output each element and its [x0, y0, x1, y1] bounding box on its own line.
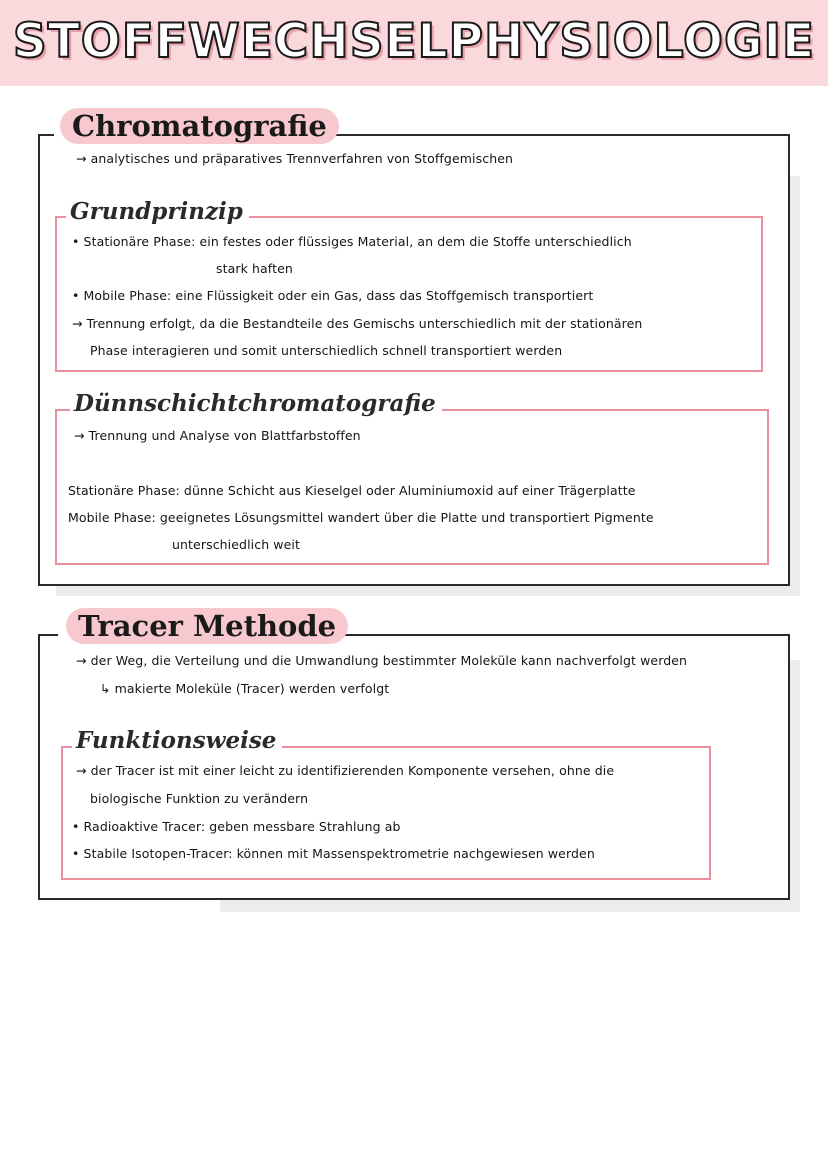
list-item: • Mobile Phase: eine Flüssigkeit oder ein Gas, dass das Stoffgemisch transportiert — [72, 288, 594, 303]
list-item: → Trennung erfolgt, da die Bestandteile des Gemischs unterschiedlich mit der stationären — [72, 316, 643, 331]
list-item: biologische Funktion zu verändern — [90, 791, 309, 806]
title-banner — [0, 0, 828, 86]
list-item: Phase interagieren und somit unterschiedlich schnell transportiert werden — [90, 343, 563, 358]
subsection-heading-grundprinzip: Grundprinzip — [66, 197, 249, 227]
section-intro: → analytisches und präparatives Trennverfahren von Stoffgemischen — [76, 151, 514, 166]
list-item: • Stationäre Phase: ein festes oder flüssiges Material, an dem die Stoffe unterschiedlich — [72, 234, 632, 249]
list-item: → der Tracer ist mit einer leicht zu identifizierenden Komponente versehen, ohne die — [76, 763, 615, 778]
list-item: Stationäre Phase: dünne Schicht aus Kieselgel oder Aluminiumoxid auf einer Trägerplatte — [68, 483, 636, 498]
section-heading-tracer-methode: Tracer Methode — [66, 608, 348, 644]
list-item: → Trennung und Analyse von Blattfarbstoffen — [74, 428, 361, 443]
list-item: stark haften — [216, 261, 293, 276]
list-item: unterschiedlich weit — [172, 537, 300, 552]
list-item: Mobile Phase: geeignetes Lösungsmittel wandert über die Platte und transportiert Pigmente — [68, 510, 654, 525]
page-title: STOFFWECHSELPHYSIOLOGIE — [12, 14, 816, 69]
section-heading-chromatografie: Chromatografie — [60, 108, 339, 144]
list-item: • Radioaktive Tracer: geben messbare Strahlung ab — [72, 819, 401, 834]
section-intro: → der Weg, die Verteilung und die Umwandlung bestimmter Moleküle kann nachverfolgt werden — [76, 653, 688, 668]
subsection-heading-duennschichtchromatografie: Dünnschichtchromatografie — [70, 389, 442, 419]
list-item: • Stabile Isotopen-Tracer: können mit Massenspektrometrie nachgewiesen werden — [72, 846, 595, 861]
subsection-heading-funktionsweise: Funktionsweise — [72, 726, 282, 756]
section-intro-sub: ↳ makierte Moleküle (Tracer) werden verfolgt — [100, 681, 390, 696]
